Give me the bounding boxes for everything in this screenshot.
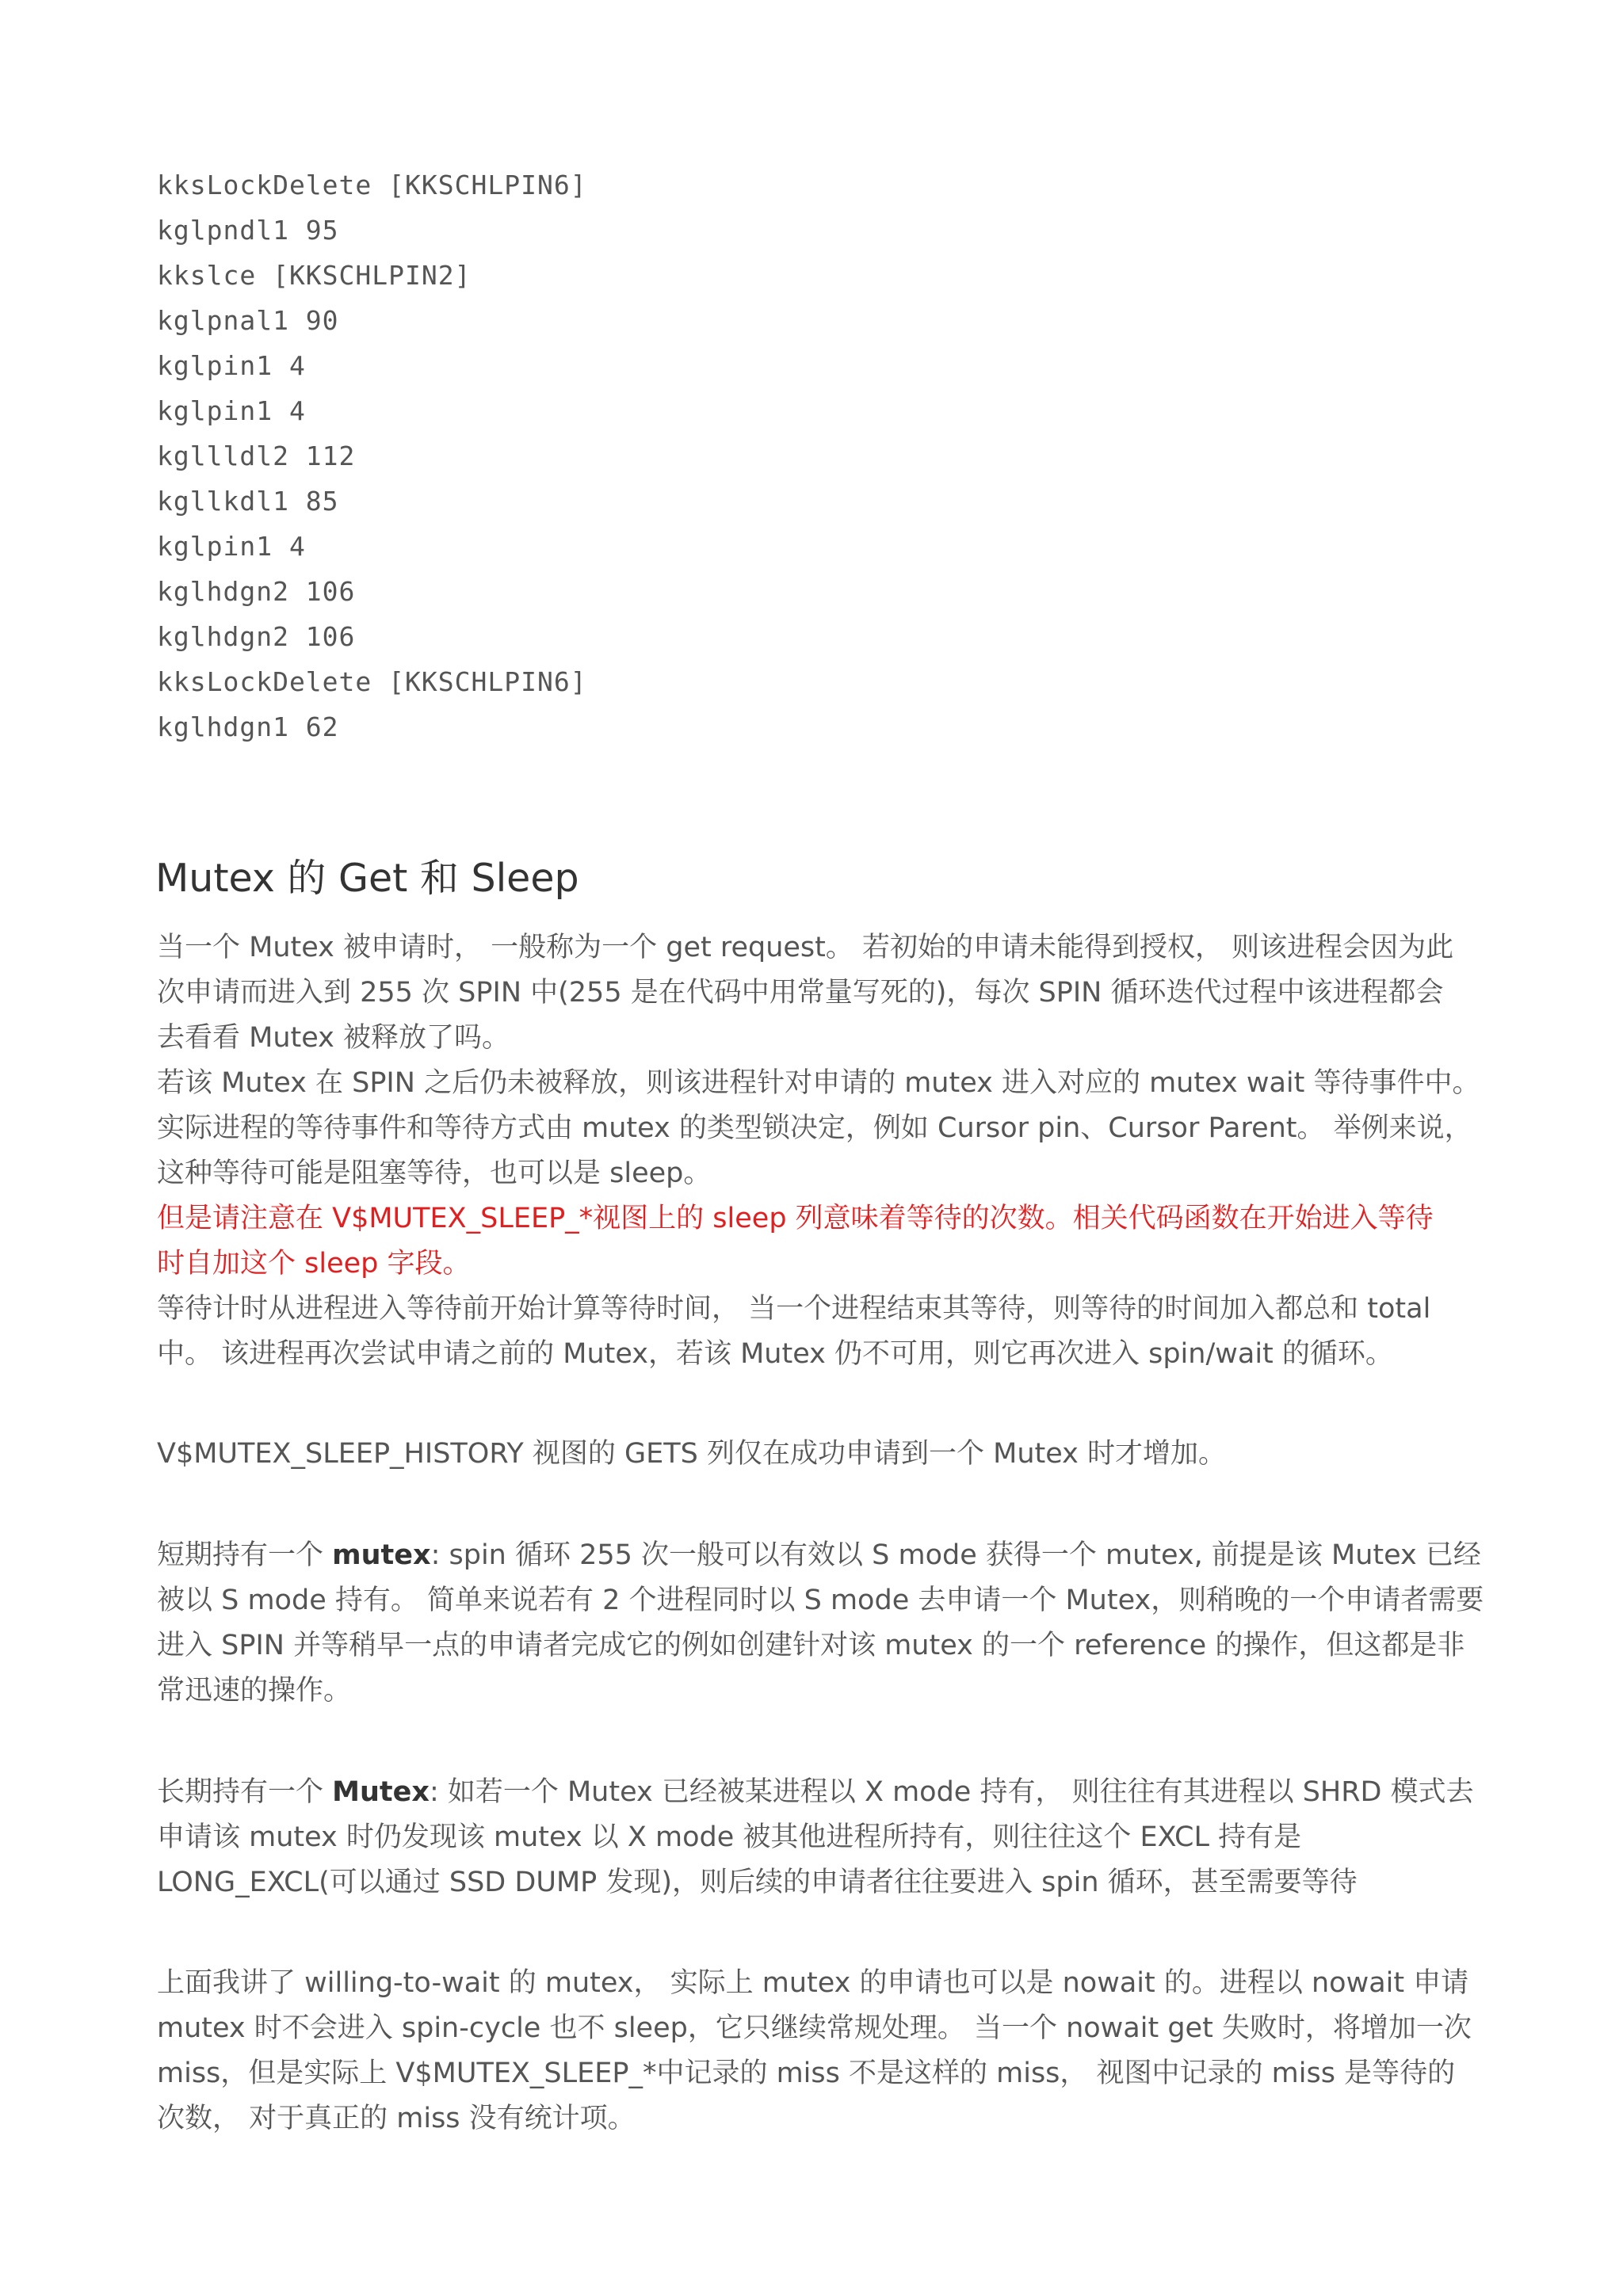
paragraph-gets-column [157,1432,1472,1477]
paragraph-long-hold [157,1770,1472,1905]
text-line: 若该 Mutex 在 SPIN 之后仍未被释放，则该进程针对申请的 mutex 进入对应的 mutex wait 等待事件中。 [157,1067,1480,1099]
code-line: kksLockDelete [KKSCHLPIN6] [157,666,587,697]
text-line: 去看看 Mutex 被释放了吗。 [157,1022,510,1054]
paragraph-nowait [157,1961,1472,2142]
text-line [157,1770,1472,1815]
text-line: 常迅速的操作。 [157,1675,352,1707]
text-line: 实际进程的等待事件和等待方式由 mutex 的类型锁决定，例如 Cursor pin、Cursor Parent。 举例来说， [157,1112,1472,1144]
text-line: 但是请注意在 V$MUTEX_SLEEP_*视图上的 sleep 列意味着等待的次数。相关代码函数在开始进入等待 [157,1203,1434,1234]
paragraph-sleep-note-highlight [157,1196,1472,1287]
text-line: miss，但是实际上 V$MUTEX_SLEEP_*中记录的 miss 不是这样的 miss， 视图中记录的 miss 是等待的 [157,2058,1456,2089]
text-line: 上面我讲了 willing-to-wait 的 mutex， 实际上 mutex 的申请也可以是 nowait 的。进程以 nowait 申请 [157,1967,1469,1999]
code-line: kksLockDelete [KKSCHLPIN6] [157,170,587,200]
text-line: 这种等待可能是阻塞等待，也可以是 sleep。 [157,1158,712,1189]
text-line: 时自加这个 sleep 字段。 [157,1248,471,1280]
code-line: kglhdgn1 62 [157,711,339,742]
code-line: kglpnal1 90 [157,305,339,336]
text-line: 进入 SPIN 并等稍早一点的申请者完成它的例如创建针对该 mutex 的一个 reference 的操作，但这都是非 [157,1630,1465,1661]
paragraph-short-hold [157,1533,1484,1714]
code-line: kglpin1 4 [157,395,306,426]
text-line: 申请该 mutex 时仍发现该 mutex 以 X mode 被其他进程所持有，则往往这个 EXCL 持有是 [157,1821,1302,1853]
code-line: kglhdgn2 106 [157,621,356,652]
text-line: 次申请而进入到 255 次 SPIN 中(255 是在代码中用常量写死的)，每次 SPIN 循环迭代过程中该进程都会 [157,977,1444,1009]
code-line: kgllldl2 112 [157,441,356,471]
line-rest: : spin 循环 255 次一般可以有效以 S mode 获得一个 mutex, 前提是该 Mutex 已经 [430,1539,1481,1571]
text-line: 中。 该进程再次尝试申请之前的 Mutex，若该 Mutex 仍不可用，则它再次进入 spin/wait 的循环。 [157,1338,1393,1370]
code-block [157,162,1465,749]
code-line: kglhdgn2 106 [157,576,356,607]
code-line: kglpndl1 95 [157,215,339,246]
bold-term: mutex [332,1539,431,1571]
section-title: Mutex 的 Get 和 Sleep [155,856,579,901]
text-line [157,1533,1481,1578]
bold-term: Mutex [332,1776,430,1808]
code-line: kkslce [KKSCHLPIN2] [157,260,472,291]
lead-text: 长期持有一个 [157,1776,333,1808]
text-line: 当一个 Mutex 被申请时， 一般称为一个 get request。 若初始的申请未能得到授权， 则该进程会因为此 [157,932,1454,963]
paragraph-wait-timing [157,1287,1472,1377]
lead-text: 短期持有一个 [157,1539,333,1571]
text-line: 次数， 对于真正的 miss 没有统计项。 [157,2103,636,2134]
text-line: V$MUTEX_SLEEP_HISTORY 视图的 GETS 列仅在成功申请到一个 Mutex 时才增加。 [157,1438,1226,1470]
code-line: kglpin1 4 [157,350,306,381]
text-line: mutex 时不会进入 spin-cycle 也不 sleep，它只继续常规处理。 当一个 nowait get 失败时，将增加一次 [157,2012,1472,2044]
code-line: kgllkdl1 85 [157,486,339,517]
text-line: 等待计时从进程进入等待前开始计算等待时间， 当一个进程结束其等待，则等待的时间加入都总和 total [157,1293,1431,1325]
text-line: LONG_EXCL(可以通过 SSD DUMP 发现)，则后续的申请者往往要进入 spin 循环，甚至需要等待 [157,1867,1358,1898]
paragraph-get-request [157,925,1472,1061]
paragraph-mutex-wait [157,1061,1480,1196]
line-rest: : 如若一个 Mutex 已经被某进程以 X mode 持有， 则往往有其进程以 SHRD 模式去 [429,1776,1474,1808]
code-line: kglpin1 4 [157,531,306,562]
text-line: 被以 S mode 持有。 简单来说若有 2 个进程同时以 S mode 去申请一个 Mutex，则稍晚的一个申请者需要 [157,1585,1484,1616]
